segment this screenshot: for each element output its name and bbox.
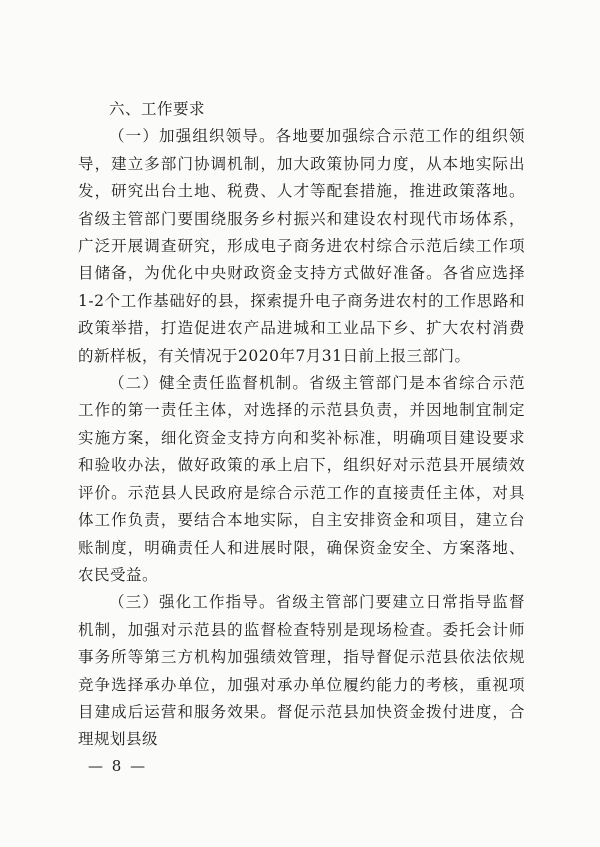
paragraph-body: 省级主管部门要建立日常指导监督机制，加强对示范县的监督检查特别是现场检查。委托会计师事务所等第三方机构加强绩效管理，指导督促示范县依法依规竞争选择承办单位，加强对承办单位履约能力的考核，重视项目建成后运营和服务效果。督促示范县加快资金拨付进度，合理规划县级	[78, 593, 525, 749]
section-heading: 六、工作要求	[109, 100, 206, 118]
paragraph-responsibility	[78, 370, 525, 589]
paragraph-organization	[78, 123, 525, 370]
page-number: — 8 —	[88, 757, 148, 775]
paragraph-guidance	[78, 589, 525, 753]
paragraph-lead: （一）加强组织领导。	[109, 127, 276, 146]
document-body	[78, 96, 525, 754]
paragraph-lead: （二）健全责任监督机制。	[109, 374, 309, 393]
paragraph-body: 省级主管部门是本省综合示范工作的第一责任主体，对选择的示范县负责，并因地制宜制定实施方案，细化资金支持方向和奖补标准，明确项目建设要求和验收办法，做好政策的承上启下，组织好对示范县开展绩效评价。示范县人民政府是综合示范工作的直接责任主体，对具体工作负责，要结合本地实际，自主安排资金和项目，建立台账制度，明确责任人和进展时限，确保资金安全、方案落地、农民受益。	[78, 374, 525, 584]
paragraph-lead: （三）强化工作指导。	[109, 593, 276, 612]
paragraph-body: 各地要加强综合示范工作的组织领导，建立多部门协调机制，加大政策协同力度，从本地实际出发，研究出台土地、税费、人才等配套措施，推进政策落地。省级主管部门要围绕服务乡村振兴和建设农村现代市场体系，广泛开展调查研究，形成电子商务进农村综合示范后续工作项目储备，为优化中央财政资金支持方式做好准备。各省应选择1-2个工作基础好的县，探索提升电子商务进农村的工作思路和政策举措，打造促进农产品进城和工业品下乡、扩大农村消费的新样板，有关情况于2020年7月31日前上报三部门。	[78, 127, 525, 365]
